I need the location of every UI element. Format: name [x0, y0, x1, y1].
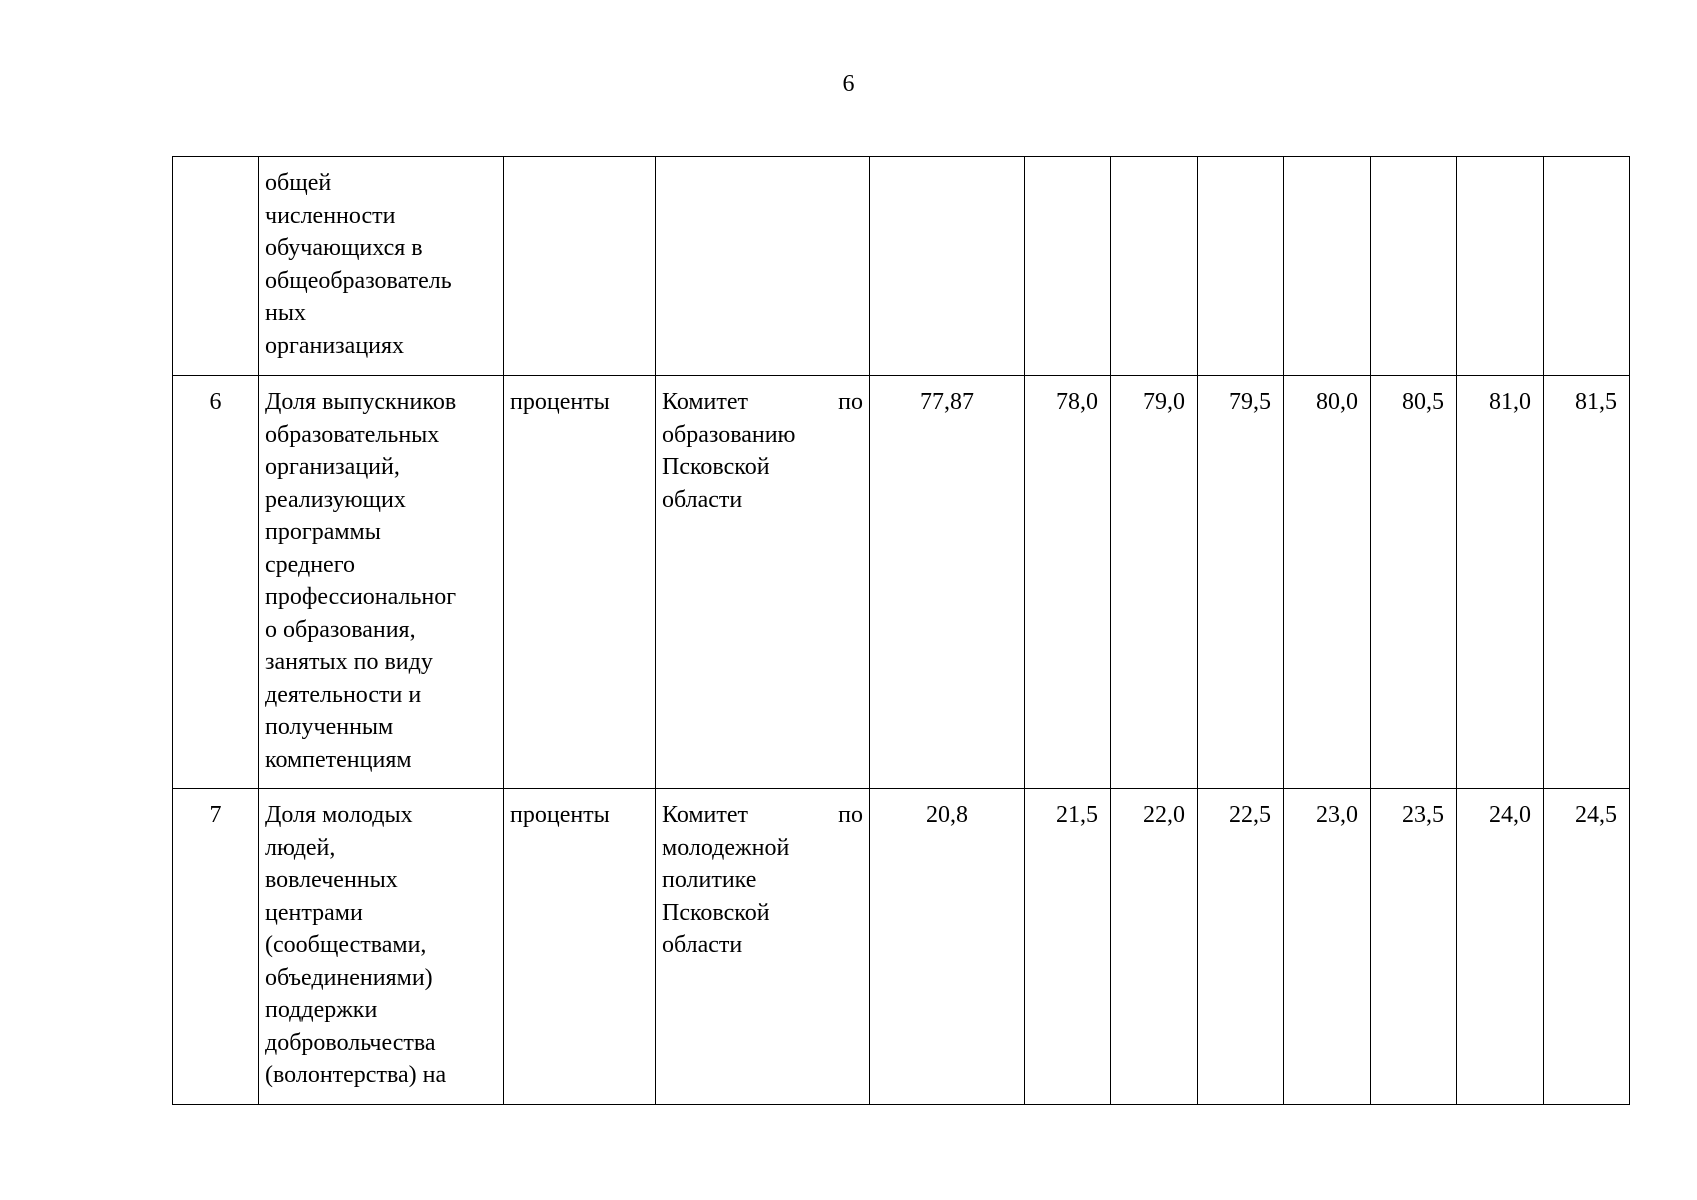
cell-value-base: 77,87 [870, 376, 1025, 789]
name-line: (волонтерства) на [265, 1062, 447, 1088]
name-line: обучающихся в [265, 235, 423, 261]
cell-value: 24,5 [1544, 789, 1630, 1105]
name-line: компетенциям [265, 746, 412, 773]
responsible-word: по [838, 389, 863, 415]
cell-responsible [656, 376, 870, 789]
responsible-line: области [662, 932, 743, 958]
cell-responsible [656, 789, 870, 1105]
cell-value: 81,5 [1544, 376, 1630, 789]
cell-value [1025, 157, 1111, 376]
cell-num: 7 [173, 789, 259, 1105]
name-line: объединениями) [265, 964, 433, 991]
cell-value [1198, 157, 1284, 376]
responsible-line: политике [662, 867, 757, 893]
cell-responsible [656, 157, 870, 376]
responsible-first-line [662, 799, 863, 832]
name-line: занятых по виду [265, 649, 433, 675]
table-row [173, 376, 1630, 789]
responsible-line: Псковской [662, 454, 770, 480]
cell-unit: проценты [504, 789, 656, 1105]
cell-value: 23,0 [1284, 789, 1371, 1105]
cell-value: 21,5 [1025, 789, 1111, 1105]
cell-value: 22,5 [1198, 789, 1284, 1105]
name-line: реализующих [265, 486, 406, 513]
name-line: численности [265, 202, 396, 229]
name-line: людей, [265, 834, 336, 861]
responsible-first-line [662, 386, 863, 419]
cell-value [1371, 157, 1457, 376]
name-line: Доля выпускников [265, 389, 457, 415]
cell-indicator-name [259, 376, 504, 789]
cell-value: 80,5 [1371, 376, 1457, 789]
cell-value [1111, 157, 1198, 376]
cell-value [1544, 157, 1630, 376]
cell-value: 79,0 [1111, 376, 1198, 789]
cell-value: 23,5 [1371, 789, 1457, 1105]
name-line: образовательных [265, 421, 440, 448]
indicators-table [172, 156, 1630, 1105]
name-line: о образования, [265, 616, 416, 643]
cell-value: 22,0 [1111, 789, 1198, 1105]
name-line: поддержки [265, 997, 378, 1023]
cell-num [173, 157, 259, 376]
name-line: организациях [265, 332, 405, 359]
responsible-word: по [838, 802, 863, 828]
table-row-continuation [173, 157, 1630, 376]
name-line: общеобразователь [265, 267, 452, 294]
responsible-line: области [662, 486, 743, 513]
cell-value [1457, 157, 1544, 376]
name-line: Доля молодых [265, 802, 413, 828]
cell-value: 78,0 [1025, 376, 1111, 789]
name-line: среднего [265, 551, 355, 578]
cell-indicator-name [259, 157, 504, 376]
cell-num: 6 [173, 376, 259, 789]
name-line: организаций, [265, 454, 400, 480]
cell-value-base: 20,8 [870, 789, 1025, 1105]
table-row [173, 789, 1630, 1105]
cell-indicator-name [259, 789, 504, 1105]
responsible-line: молодежной [662, 834, 790, 861]
responsible-line: Псковской [662, 899, 770, 926]
name-line: вовлеченных [265, 867, 398, 893]
cell-unit [504, 157, 656, 376]
name-line: добровольчества [265, 1029, 436, 1056]
cell-value: 24,0 [1457, 789, 1544, 1105]
name-line: общей [265, 170, 332, 196]
name-line: ных [265, 300, 306, 326]
cell-unit: проценты [504, 376, 656, 789]
name-line: деятельности и [265, 681, 422, 708]
responsible-line: образованию [662, 421, 796, 448]
name-line: полученным [265, 714, 394, 740]
cell-value: 79,5 [1198, 376, 1284, 789]
name-line: профессиональног [265, 584, 457, 610]
cell-value: 81,0 [1457, 376, 1544, 789]
name-line: (сообществами, [265, 932, 427, 958]
cell-value [870, 157, 1025, 376]
name-line: центрами [265, 899, 363, 926]
responsible-word: Комитет [662, 802, 749, 828]
page-number: 6 [842, 71, 855, 97]
cell-value [1284, 157, 1371, 376]
responsible-word: Комитет [662, 389, 749, 415]
name-line: программы [265, 519, 381, 545]
cell-value: 80,0 [1284, 376, 1371, 789]
